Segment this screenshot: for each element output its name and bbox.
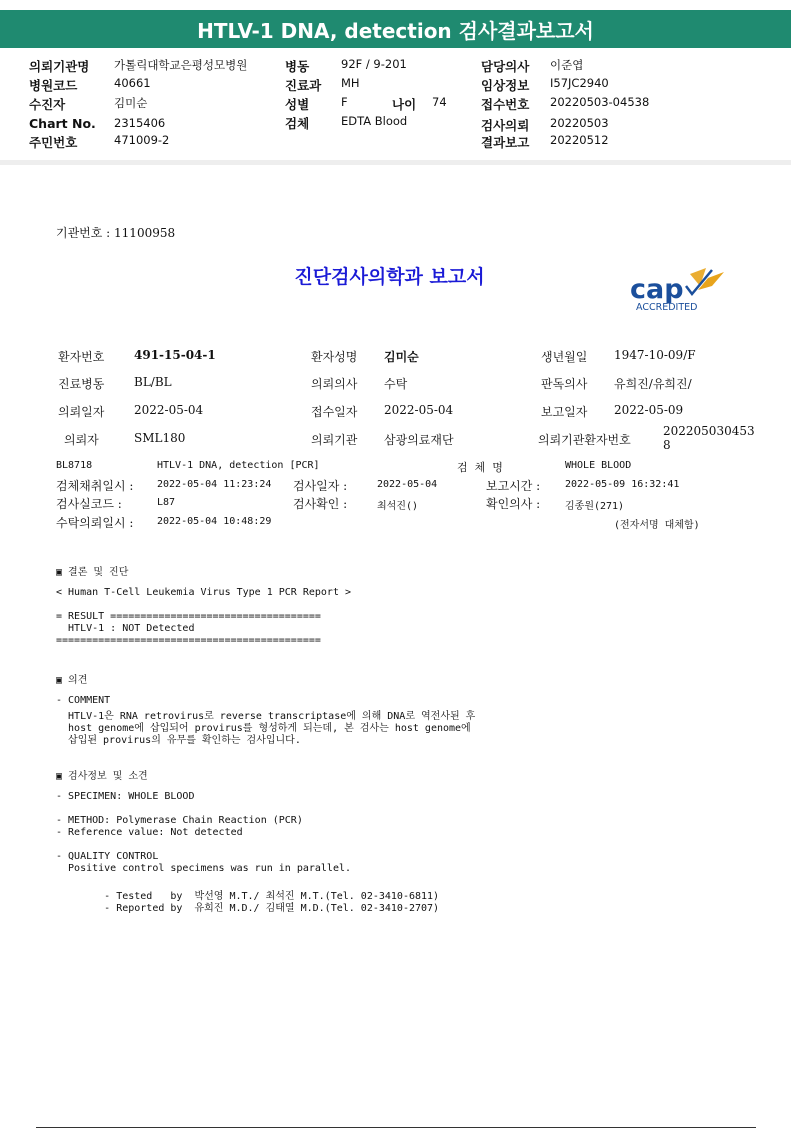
header-value: 40661 [114,76,151,90]
report-line: - QUALITY CONTROL [56,851,159,862]
patient-value: SML180 [134,431,186,445]
patient-value: 삼광의료재단 [384,433,454,447]
patient-value: 수탁 [384,377,408,391]
patient-label: 생년월일 [541,350,588,364]
cap-logo-text: cap [630,274,684,305]
test-code: BL8718 [56,460,93,471]
patient-value: 김미순 [384,350,419,364]
header-value: 92F / 9-201 [341,57,407,71]
collect-value: 2022-05-04 11:23:24 [157,479,272,490]
patient-value: 2022-05-09 [614,403,684,417]
header-value: 471009-2 [114,133,170,147]
patient-value: BL/BL [134,375,172,389]
patient-label: 환자번호 [58,350,105,364]
report-title-text: 진단검사의학과 보고서 [294,266,485,288]
top-margin [0,0,791,10]
report-line: ============================================ [56,635,321,646]
header-value: I57JC2940 [550,76,609,90]
patient-value: 8 [663,438,671,452]
report-line: - Tested by 박선영 M.T./ 최석진 M.T.(Tel. 02-3410-6811) [56,891,440,902]
header-value: 20220503-04538 [550,95,650,109]
doctor-value: 김종원(271) [565,501,625,512]
testdate-label: 검사일자 : [293,479,348,493]
patient-label: 의뢰자 [64,433,99,447]
specimen-label: 검 체 명 [457,461,503,474]
footer-divider [36,1127,756,1128]
report-line: - METHOD: Polymerase Chain Reaction (PCR) [56,815,303,826]
patient-label: 접수일자 [311,405,358,419]
header-divider [0,160,791,165]
order-value: 2022-05-04 10:48:29 [157,516,272,527]
reporttime-label: 보고시간 : [486,479,541,493]
patient-label: 보고일자 [541,405,588,419]
report-line: HTLV-1은 RNA retrovirus로 reverse transcriptase에 의해 DNA로 역전사된 후 [56,711,476,722]
patient-label: 의뢰기관환자번호 [538,433,631,447]
patient-value: 2022-05-04 [384,403,454,417]
header-label: 주민번호 [29,135,78,150]
doctor-label: 확인의사 : [486,497,541,511]
section-title: ▣ 검사정보 및 소견 [56,771,148,782]
patient-value: 유희진/유희진/ [614,377,692,391]
header-label: 의뢰기관명 [29,59,90,74]
report-line: < Human T-Cell Leukemia Virus Type 1 PCR Report > [56,587,352,598]
header-label: 나이 [392,97,417,112]
header-value: F [341,95,348,109]
report-line: 삽입된 provirus의 유무를 확인하는 검사입니다. [56,735,301,746]
header-value: 2315406 [114,116,166,130]
report-line: Positive control specimens was run in parallel. [56,863,352,874]
report-line: - SPECIMEN: WHOLE BLOOD [56,791,195,802]
testdate-value: 2022-05-04 [377,479,438,490]
patient-value: 202205030453 [663,424,755,438]
header-label: 성별 [285,97,310,112]
confirm-value: 최석진() [377,501,419,512]
patient-label: 의뢰의사 [311,377,358,391]
header-label: Chart No. [29,116,96,131]
header-label: 결과보고 [481,135,530,150]
esign-note: (전자서명 대체함) [614,520,700,531]
header-label: 담당의사 [481,59,530,74]
report-line: - Reported by 유희진 M.D./ 김태열 M.D.(Tel. 02-3410-2707) [56,903,440,914]
header-value: EDTA Blood [341,114,408,128]
cap-accredited-logo [628,266,728,316]
page-title: HTLV-1 DNA, detection 검사결과보고서 [197,18,594,43]
header-label: 병동 [285,59,310,74]
header-label: 접수번호 [481,97,530,112]
report-line: host genome에 삽입되어 provirus를 형성하게 되는데, 본 검사는 host genome에 [56,723,471,734]
institution-number: 기관번호 : 11100958 [56,226,176,240]
header-value: 20220503 [550,116,609,130]
report-line: = RESULT =================================== [56,611,321,622]
header-value: 가톨릭대학교은평성모병원 [114,58,248,72]
specimen-value: WHOLE BLOOD [565,460,632,471]
labcode-label: 검사실코드 : [56,497,122,511]
header-label: 진료과 [285,78,322,93]
header-label: 검사의뢰 [481,118,530,133]
section-title: ▣ 의견 [56,675,88,686]
test-name: HTLV-1 DNA, detection [PCR] [157,460,320,471]
reporttime-value: 2022-05-09 16:32:41 [565,479,680,490]
report-line: - COMMENT [56,695,111,706]
section-title: ▣ 결론 및 진단 [56,567,129,578]
patient-label: 의뢰기관 [311,433,358,447]
confirm-label: 검사확인 : [293,497,348,511]
header-value: 이준엽 [550,58,584,72]
header-value: MH [341,76,360,90]
header-value: 20220512 [550,133,609,147]
page-title-bar [0,10,791,48]
header-label: 검체 [285,116,310,131]
patient-value: 1947-10-09/F [614,348,696,362]
patient-label: 판독의사 [541,377,588,391]
order-label: 수탁의뢰일시 : [56,516,134,530]
labcode-value: L87 [157,497,176,508]
patient-label: 진료병동 [58,377,105,391]
result-line: HTLV-1 : NOT Detected [56,623,195,634]
cap-accredited-text: ACCREDITED [636,302,698,313]
report-line: - Reference value: Not detected [56,827,243,838]
header-value: 김미순 [114,96,148,110]
collect-label: 검체채취일시 : [56,479,134,493]
header-label: 수진자 [29,97,66,112]
header-label: 병원코드 [29,78,78,93]
header-value: 74 [432,95,447,109]
patient-label: 의뢰일자 [58,405,105,419]
header-label: 임상정보 [481,78,530,93]
patient-value: 491-15-04-1 [134,348,216,362]
patient-value: 2022-05-04 [134,403,204,417]
patient-label: 환자성명 [311,350,358,364]
